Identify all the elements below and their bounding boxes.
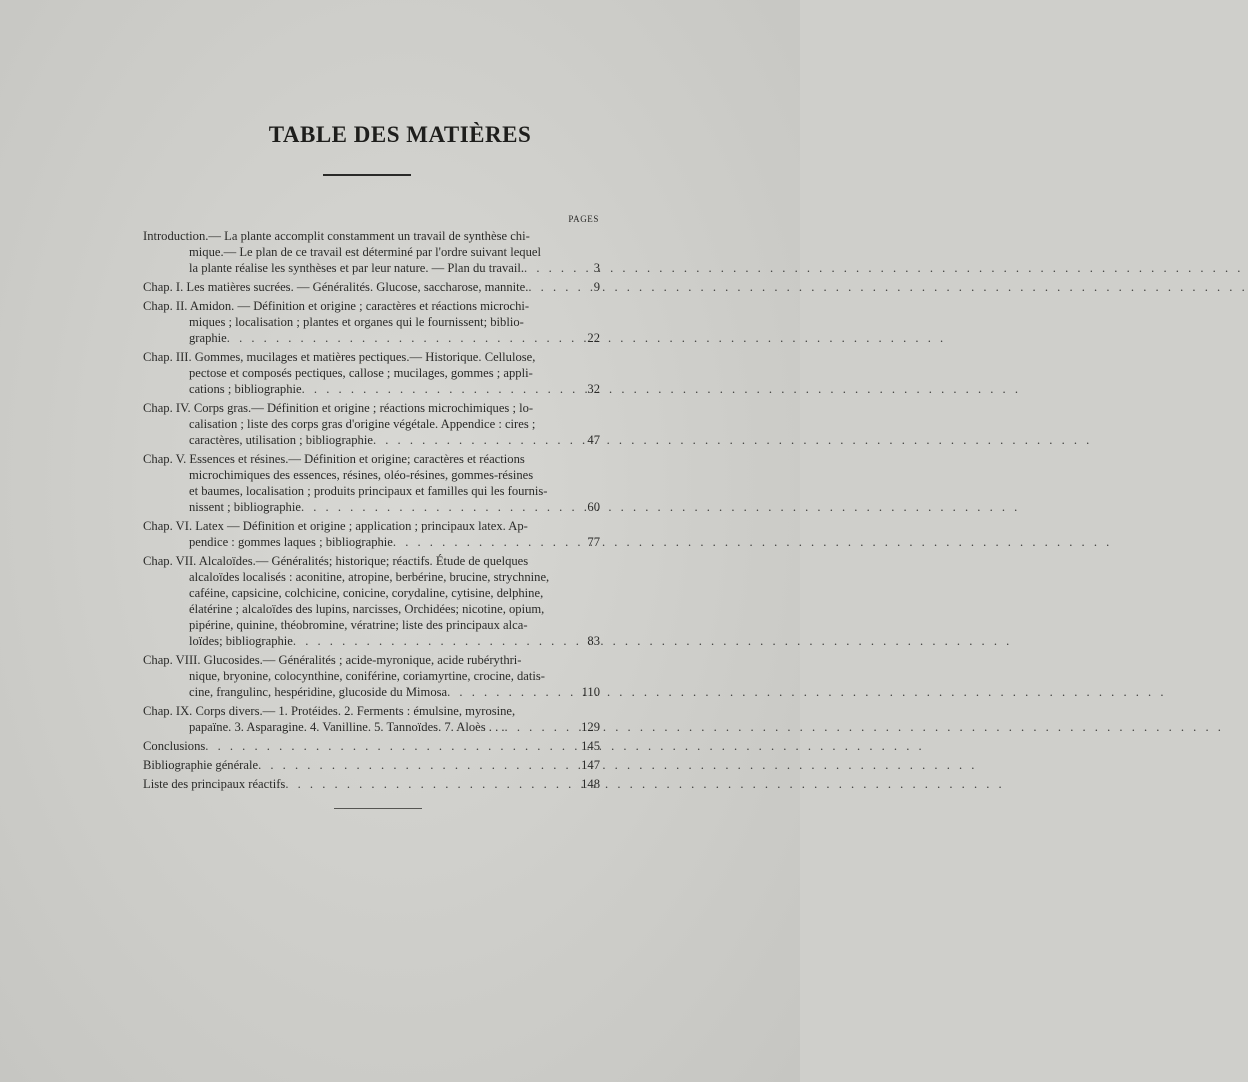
toc-entry-page: 129	[581, 720, 600, 734]
leader-dots	[258, 757, 574, 773]
toc-entry	[143, 279, 600, 295]
toc-entry-text: alcaloïdes localisés : aconitine, atropine, berbérine, brucine, strychnine,	[189, 570, 550, 584]
toc-entry-text: cations ; bibliographie	[189, 382, 302, 396]
toc-entry-text: miques ; localisation ; plantes et organes qui le fournissent; biblio-	[189, 315, 524, 329]
toc-entry-line	[143, 228, 600, 244]
toc-entry-line	[143, 467, 600, 483]
toc-entry-line	[143, 499, 600, 515]
toc-entry-text: microchimiques des essences, résines, oléo-résines, gommes-résines	[189, 468, 534, 482]
toc-entry-line	[143, 776, 600, 792]
toc-entry-line	[143, 719, 600, 735]
leader-dots	[528, 279, 574, 295]
leader-dots	[205, 738, 574, 754]
toc-entry-text: cine, frangulinc, hespéridine, glucoside du Mimosa	[189, 685, 448, 699]
toc-entry	[143, 349, 600, 397]
toc-entry-text: Chap. VI. Latex — Définition et origine ; application ; principaux latex. Ap-	[143, 519, 528, 533]
toc-entry	[143, 757, 600, 773]
toc-entry-line	[143, 483, 600, 499]
toc-entry-text: Chap. VII. Alcaloïdes.— Généralités; historique; réactifs. Étude de quelques	[143, 554, 529, 568]
toc-entry-line	[143, 314, 600, 330]
toc-entry-page: 32	[587, 382, 600, 396]
toc-entry	[143, 703, 600, 735]
toc-entry-text: caféine, capsicine, colchicine, conicine, corydaline, cytisine, delphine,	[189, 586, 544, 600]
toc-entry-line	[143, 298, 600, 314]
leader-dots	[302, 381, 574, 397]
bottom-rule	[334, 808, 422, 809]
toc-entry-page: 145	[581, 739, 600, 753]
toc-entry	[143, 776, 600, 792]
toc-entry-line	[143, 365, 600, 381]
toc-entry-text: Chap. VIII. Glucosides.— Généralités ; acide-myronique, acide rubérythri-	[143, 653, 522, 667]
toc-entry-line	[143, 652, 600, 668]
toc-entry-text: papaïne. 3. Asparagine. 4. Vanilline. 5. Tannoïdes. 7. Aloès . . .	[189, 720, 505, 734]
toc-entry-page: 3	[593, 261, 600, 275]
toc-entry-text: pendice : gommes laques ; bibliographie	[189, 535, 393, 549]
page-title: TABLE DES MATIÈRES	[268, 122, 532, 147]
toc-entry-text: et baumes, localisation ; produits principaux et familles qui les fournis-	[189, 484, 548, 498]
leader-dots	[227, 330, 574, 346]
toc-entry-line	[143, 633, 600, 649]
toc-entry-text: caractères, utilisation ; bibliographie	[189, 433, 373, 447]
toc-entry-line	[143, 451, 600, 467]
toc-entry-line	[143, 668, 600, 684]
toc-entry-page: 110	[581, 685, 600, 699]
toc-entry-text: Conclusions	[143, 739, 206, 753]
leader-dots	[293, 633, 574, 649]
toc-entry	[143, 553, 600, 649]
toc-entry-page: 9	[593, 280, 600, 294]
toc-entry-line	[143, 518, 600, 534]
toc-entry-line	[143, 381, 600, 397]
toc-entry-line	[143, 617, 600, 633]
toc-entry-line	[143, 757, 600, 773]
toc-entry	[143, 652, 600, 700]
toc-entry-text: graphie	[189, 331, 227, 345]
toc-entry-line	[143, 349, 600, 365]
toc-entry-text: nique, bryonine, colocynthine, coniférine, coriamyrtine, crocine, datis-	[189, 669, 545, 683]
toc-entry-text: pipérine, quinine, théobromine, vératrine; liste des principaux alca-	[189, 618, 528, 632]
toc-entry-text: Chap. IX. Corps divers.— 1. Protéides. 2. Ferments : émulsine, myrosine,	[143, 704, 516, 718]
toc-entry-text: Chap. V. Essences et résines.— Définition et origine; caractères et réactions	[143, 452, 525, 466]
table-of-contents	[143, 228, 600, 795]
toc-entry-text: loïdes; bibliographie	[189, 634, 293, 648]
toc-entry-text: Chap. I. Les matières sucrées. — Généralités. Glucose, saccharose, mannite.	[143, 280, 529, 294]
toc-entry-text: Chap. III. Gommes, mucilages et matières pectiques.— Historique. Cellulose,	[143, 350, 536, 364]
title-rule	[323, 174, 411, 176]
toc-entry	[143, 298, 600, 346]
toc-entry-text: Chap. IV. Corps gras.— Définition et origine ; réactions microchimiques ; lo-	[143, 401, 534, 415]
toc-entry-line	[143, 244, 600, 260]
leader-dots	[285, 776, 574, 792]
toc-entry-line	[143, 684, 600, 700]
toc-entry-line	[143, 416, 600, 432]
toc-entry-line	[143, 279, 600, 295]
toc-entry-line	[143, 553, 600, 569]
toc-entry-line	[143, 703, 600, 719]
toc-entry-line	[143, 601, 600, 617]
leader-dots	[393, 534, 574, 550]
toc-entry-text: Liste des principaux réactifs	[143, 777, 286, 791]
leader-dots	[505, 719, 574, 735]
toc-entry-line	[143, 260, 600, 276]
toc-entry-page: 83	[587, 634, 600, 648]
toc-entry-page: 147	[581, 758, 600, 772]
toc-entry	[143, 400, 600, 448]
toc-entry-text: Bibliographie générale	[143, 758, 259, 772]
leader-dots	[373, 432, 574, 448]
toc-entry-text: calisation ; liste des corps gras d'origine végétale. Appendice : cires ;	[189, 417, 536, 431]
leader-dots	[301, 499, 574, 515]
toc-entry-text: mique.— Le plan de ce travail est déterminé par l'ordre suivant lequel	[189, 245, 541, 259]
toc-entry	[143, 518, 600, 550]
toc-entry-text: Chap. II. Amidon. — Définition et origine ; caractères et réactions microchi-	[143, 299, 530, 313]
toc-entry-text: nissent ; bibliographie	[189, 500, 301, 514]
toc-entry-line	[143, 738, 600, 754]
pages-column-header: PAGES	[568, 214, 599, 224]
toc-entry-page: 148	[581, 777, 600, 791]
toc-entry-page: 47	[587, 433, 600, 447]
toc-entry-text: la plante réalise les synthèses et par leur nature. — Plan du travail.	[189, 261, 525, 275]
toc-entry	[143, 738, 600, 754]
toc-entry-line	[143, 330, 600, 346]
toc-entry-text: élatérine ; alcaloïdes des lupins, narcisses, Orchidées; nicotine, opium,	[189, 602, 545, 616]
toc-entry-line	[143, 432, 600, 448]
toc-entry	[143, 228, 600, 276]
toc-entry	[143, 451, 600, 515]
toc-entry-text: pectose et composés pectiques, callose ; mucilages, gommes ; appli-	[189, 366, 533, 380]
toc-entry-line	[143, 585, 600, 601]
toc-entry-line	[143, 400, 600, 416]
toc-entry-page: 22	[587, 331, 600, 345]
toc-entry-page: 77	[587, 535, 600, 549]
toc-entry-page: 60	[587, 500, 600, 514]
leader-dots	[524, 260, 574, 276]
toc-entry-line	[143, 569, 600, 585]
toc-entry-line	[143, 534, 600, 550]
leader-dots	[447, 684, 574, 700]
toc-entry-text: Introduction.— La plante accomplit constamment un travail de synthèse chi-	[143, 229, 530, 243]
